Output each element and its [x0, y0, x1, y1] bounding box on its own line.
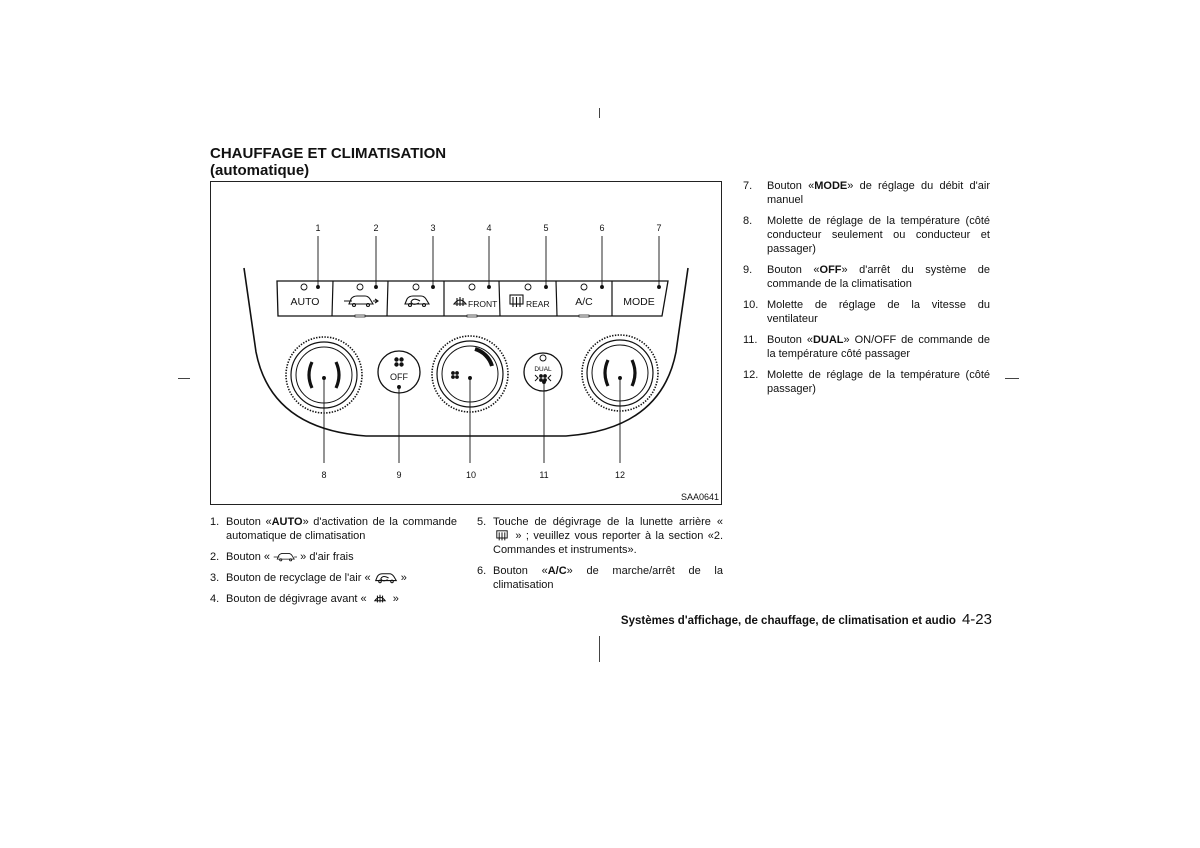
crop-mark-bottom [599, 636, 600, 662]
item-bold: DUAL [812, 334, 844, 346]
callout-5: 5 [543, 223, 549, 233]
item-bold: MODE [814, 180, 848, 192]
item-number: 6. [477, 565, 487, 577]
list-item [210, 515, 457, 543]
item-text: Bouton « [767, 264, 820, 276]
item-bold: OFF [819, 264, 842, 276]
page-footer [621, 611, 992, 629]
callout-4: 4 [486, 223, 492, 233]
mode-button-label[interactable]: MODE [623, 296, 655, 308]
item-number: 4. [210, 593, 220, 605]
item-number: 3. [210, 572, 220, 584]
callout-7: 7 [656, 223, 662, 233]
item-text: » de réglage du débit d'air manuel [767, 180, 990, 206]
item-text: » ON/OFF de commande de la température côté passager [767, 334, 990, 360]
legend-list-middle [477, 515, 723, 599]
page-title [210, 145, 446, 179]
list-item [743, 333, 990, 361]
list-item [477, 564, 723, 592]
list-item [210, 592, 457, 606]
list-item [210, 550, 457, 564]
item-number: 8. [743, 215, 753, 227]
item-text: Bouton de recyclage de l'air « [226, 572, 371, 584]
indicator-bar-6 [579, 315, 589, 317]
callout-1: 1 [315, 223, 321, 233]
item-text: Bouton « [226, 516, 272, 528]
list-item [210, 571, 457, 585]
legend-list-left [210, 515, 457, 613]
callout-numbers-bottom [321, 470, 625, 480]
item-text: Bouton « [767, 334, 813, 346]
legend-list-right [743, 179, 990, 403]
callout-11: 11 [539, 470, 549, 480]
item-number: 11. [743, 334, 758, 346]
item-text: » d'arrêt du système de commande de la climatisation [767, 264, 990, 290]
callout-3: 3 [430, 223, 436, 233]
crop-mark-left [178, 378, 190, 379]
fresh-air-icon [273, 551, 297, 563]
crop-mark-top [599, 108, 600, 118]
list-item [477, 515, 723, 557]
item-number: 9. [743, 264, 753, 276]
callout-2: 2 [373, 223, 379, 233]
title-line-1: CHAUFFAGE ET CLIMATISATION [210, 145, 447, 162]
item-text: Bouton « [767, 180, 815, 192]
item-number: 1. [210, 516, 220, 528]
footer-section-title: Systèmes d'affichage, de chauffage, de climatisation et audio [620, 615, 956, 627]
indicator-bar-4 [467, 315, 477, 317]
item-number: 5. [477, 516, 487, 528]
item-text: Bouton « [226, 551, 271, 563]
callout-12: 12 [614, 470, 626, 480]
figure-code: SAA0641 [680, 492, 719, 502]
list-item [743, 263, 990, 291]
climate-control-figure [210, 181, 722, 505]
item-text: Bouton de dégivrage avant « [226, 593, 367, 605]
item-number: 10. [743, 299, 759, 311]
indicator-bar-2 [355, 315, 365, 317]
item-text: » [392, 593, 399, 605]
callout-10: 10 [465, 470, 477, 480]
page-number: 4-23 [961, 611, 992, 628]
callout-8: 8 [321, 470, 327, 480]
off-button-label: OFF [390, 372, 408, 382]
item-number: 2. [210, 551, 220, 563]
auto-button-label[interactable]: AUTO [290, 296, 320, 308]
item-text: » de marche/arrêt de la climatisation [493, 565, 723, 591]
front-defrost-icon [370, 593, 390, 605]
ac-button-label[interactable]: A/C [575, 296, 593, 308]
dual-button-label: DUAL [534, 366, 552, 373]
item-text: Molette de réglage de la vitesse du ventilateur [767, 299, 990, 325]
callout-6: 6 [599, 223, 605, 233]
callout-numbers-top [315, 223, 661, 233]
rear-defrost-icon [493, 530, 511, 542]
item-text: » ; veuillez vous reporter à la section «2. Commandes et instruments». [493, 530, 723, 556]
list-item [743, 368, 990, 396]
rear-button-label[interactable]: REAR [526, 299, 550, 309]
item-bold: AUTO [271, 516, 303, 528]
item-text: » [400, 572, 407, 584]
title-line-2: (automatique) [210, 162, 310, 179]
item-text: » d'activation de la commande automatique de climatisation [226, 516, 457, 542]
item-text: Bouton « [493, 565, 548, 577]
item-number: 12. [743, 369, 759, 381]
climate-panel-diagram [211, 182, 721, 504]
front-button-label[interactable]: FRONT [468, 299, 498, 309]
callout-9: 9 [396, 470, 402, 480]
item-bold: A/C [547, 565, 567, 577]
crop-mark-right [1005, 378, 1019, 379]
item-text: Molette de réglage de la température (côté passager) [767, 369, 990, 395]
item-text: Molette de réglage de la température (côté conducteur seulement ou conducteur et passager) [767, 215, 990, 255]
recirculation-icon [374, 572, 398, 584]
list-item [743, 179, 990, 207]
item-text: » d'air frais [300, 551, 354, 563]
item-number: 7. [743, 180, 753, 192]
dual-button[interactable] [524, 353, 562, 391]
list-item [743, 214, 990, 256]
list-item [743, 298, 990, 326]
item-text: Touche de dégivrage de la lunette arrière « [493, 516, 723, 528]
